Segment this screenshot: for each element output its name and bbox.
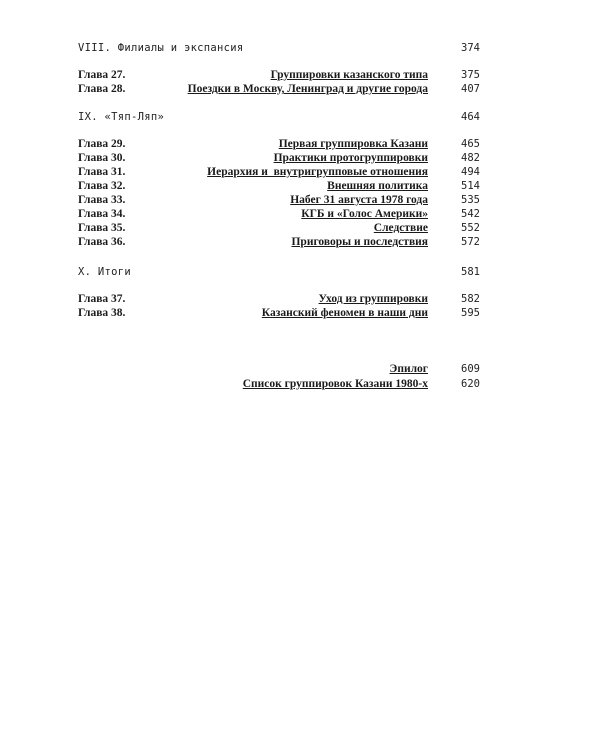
chapter-title-link[interactable]: Иерархия и внутригрупповые отношения [207, 166, 428, 178]
chapter-title-link[interactable]: Приговоры и последствия [291, 236, 428, 248]
toc-gang-list[interactable] [78, 377, 480, 391]
chapter-label: Глава 29. [78, 138, 126, 150]
toc-chapter-32[interactable] [78, 180, 480, 193]
toc-chapter-34[interactable] [78, 208, 480, 221]
chapter-label: Глава 33. [78, 194, 126, 206]
toc-epilogue[interactable] [78, 362, 480, 376]
chapter-page-number: 535 [461, 194, 480, 206]
part-page-number: 374 [461, 42, 480, 54]
chapter-label: Глава 27. [78, 69, 126, 81]
chapter-page-number: 542 [461, 208, 480, 220]
chapter-label: Глава 35. [78, 222, 126, 234]
chapter-page-number: 595 [461, 307, 480, 319]
toc-chapter-29[interactable] [78, 138, 480, 151]
chapter-page-number: 375 [461, 69, 480, 81]
chapter-label: Глава 37. [78, 293, 126, 305]
chapter-label: Глава 31. [78, 166, 126, 178]
chapter-title-link[interactable]: Внешняя политика [327, 180, 428, 192]
chapter-page-number: 494 [461, 166, 480, 178]
gang-list-page-number: 620 [461, 378, 480, 390]
chapter-page-number: 552 [461, 222, 480, 234]
toc-chapter-30[interactable] [78, 152, 480, 165]
chapter-title-link[interactable]: Казанский феномен в наши дни [261, 307, 428, 319]
toc-part-9[interactable] [78, 110, 480, 124]
chapter-label: Глава 36. [78, 236, 126, 248]
toc-chapter-33[interactable] [78, 194, 480, 207]
chapter-page-number: 465 [461, 138, 480, 150]
chapter-page-number: 482 [461, 152, 480, 164]
toc-chapter-37[interactable] [78, 293, 480, 306]
chapter-title-link[interactable]: Поездки в Москву, Ленинград и другие города [187, 83, 428, 95]
chapter-page-number: 407 [461, 83, 480, 95]
toc-chapter-38[interactable] [78, 307, 480, 320]
epilogue-title-link[interactable]: Эпилог [389, 363, 428, 375]
chapter-label: Глава 28. [78, 83, 126, 95]
toc-part-10[interactable] [78, 265, 480, 279]
epilogue-page-number: 609 [461, 363, 480, 375]
part-page-number: 464 [461, 111, 480, 123]
part-title: VIII. Филиалы и экспансия [78, 42, 244, 54]
chapter-title-link[interactable]: Первая группировка Казани [278, 138, 428, 150]
chapter-title-link[interactable]: КГБ и «Голос Америки» [301, 208, 428, 220]
toc-chapter-31[interactable] [78, 166, 480, 179]
chapter-page-number: 572 [461, 236, 480, 248]
chapter-label: Глава 30. [78, 152, 126, 164]
chapter-label: Глава 32. [78, 180, 126, 192]
chapter-title-link[interactable]: Практики протогруппировки [273, 152, 428, 164]
chapter-title-link[interactable]: Набег 31 августа 1978 года [290, 194, 428, 206]
chapter-title-link[interactable]: Следствие [373, 222, 428, 234]
part-title: IX. «Тяп-Ляп» [78, 111, 165, 123]
toc-part-8[interactable] [78, 41, 480, 55]
toc-chapter-27[interactable] [78, 69, 480, 82]
toc-chapter-28[interactable] [78, 83, 480, 96]
toc-chapter-35[interactable] [78, 222, 480, 235]
part-page-number: 581 [461, 266, 480, 278]
chapter-title-link[interactable]: Группировки казанского типа [270, 69, 428, 81]
part-title: X. Итоги [78, 266, 131, 278]
chapter-page-number: 514 [461, 180, 480, 192]
toc-chapter-36[interactable] [78, 236, 480, 249]
chapter-title-link[interactable]: Уход из группировки [318, 293, 428, 305]
gang-list-title-link[interactable]: Список группировок Казани 1980-х [242, 378, 428, 390]
chapter-label: Глава 34. [78, 208, 126, 220]
chapter-label: Глава 38. [78, 307, 126, 319]
chapter-page-number: 582 [461, 293, 480, 305]
